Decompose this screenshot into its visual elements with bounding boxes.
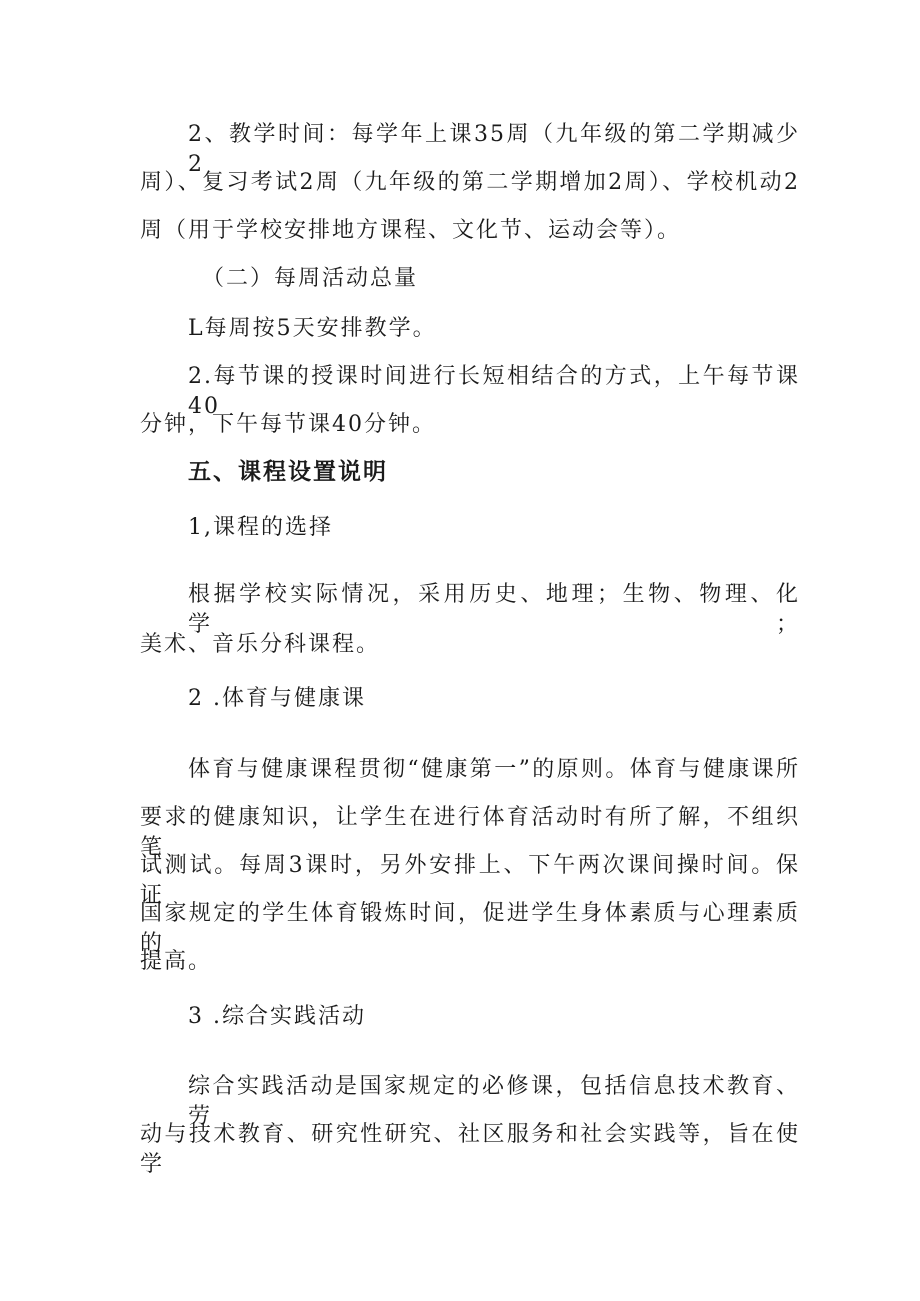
practice-line-1: 综合实践活动是国家规定的必修课，包括信息技术教育、劳 (188, 1074, 800, 1129)
teaching-time-line-3: 周（用于学校安排地方课程、文化节、运动会等）。 (140, 218, 682, 243)
teaching-time-line-1: 2、教学时间：每学年上课35周（九年级的第二学期减少2 (188, 122, 800, 177)
subheading-weekly-activity: （二）每周活动总量 (202, 266, 419, 291)
class-time-line-1: 2.每节课的授课时间进行长短相结合的方式，上午每节课40 (188, 364, 800, 419)
pe-health-line-4: 国家规定的学生体育锻炼时间，促进学生身体素质与心理素质的 (140, 901, 800, 956)
pe-health-line-1: 体育与健康课程贯彻“健康第一”的原则。体育与健康课所 (188, 757, 800, 782)
item-pe-health: 2 .体育与健康课 (188, 686, 366, 711)
item-course-choice: 1,课程的选择 (188, 515, 333, 540)
class-time-line-2: 分钟，下午每节课40分钟。 (140, 412, 436, 437)
practice-line-2: 动与技术教育、研究性研究、社区服务和社会实践等，旨在使学 (140, 1122, 800, 1177)
section-heading-course-setup: 五、课程设置说明 (188, 459, 388, 485)
pe-health-line-2: 要求的健康知识，让学生在进行体育活动时有所了解，不组织笔 (140, 805, 800, 860)
teaching-time-line-2: 周）、复习考试2周（九年级的第二学期增加2周）、学校机动2 (140, 170, 800, 195)
item-practice-activity: 3 .综合实践活动 (188, 1004, 366, 1029)
pe-health-line-3: 试测试。每周3课时，另外安排上、下午两次课间操时间。保证 (140, 853, 800, 908)
pe-health-line-5: 提高。 (140, 949, 213, 974)
course-choice-line-1: 根据学校实际情况，采用历史、地理；生物、物理、化学； (188, 582, 800, 637)
item-five-days: L每周按5天安排教学。 (188, 316, 437, 341)
course-choice-line-2: 美术、音乐分科课程。 (140, 632, 381, 657)
